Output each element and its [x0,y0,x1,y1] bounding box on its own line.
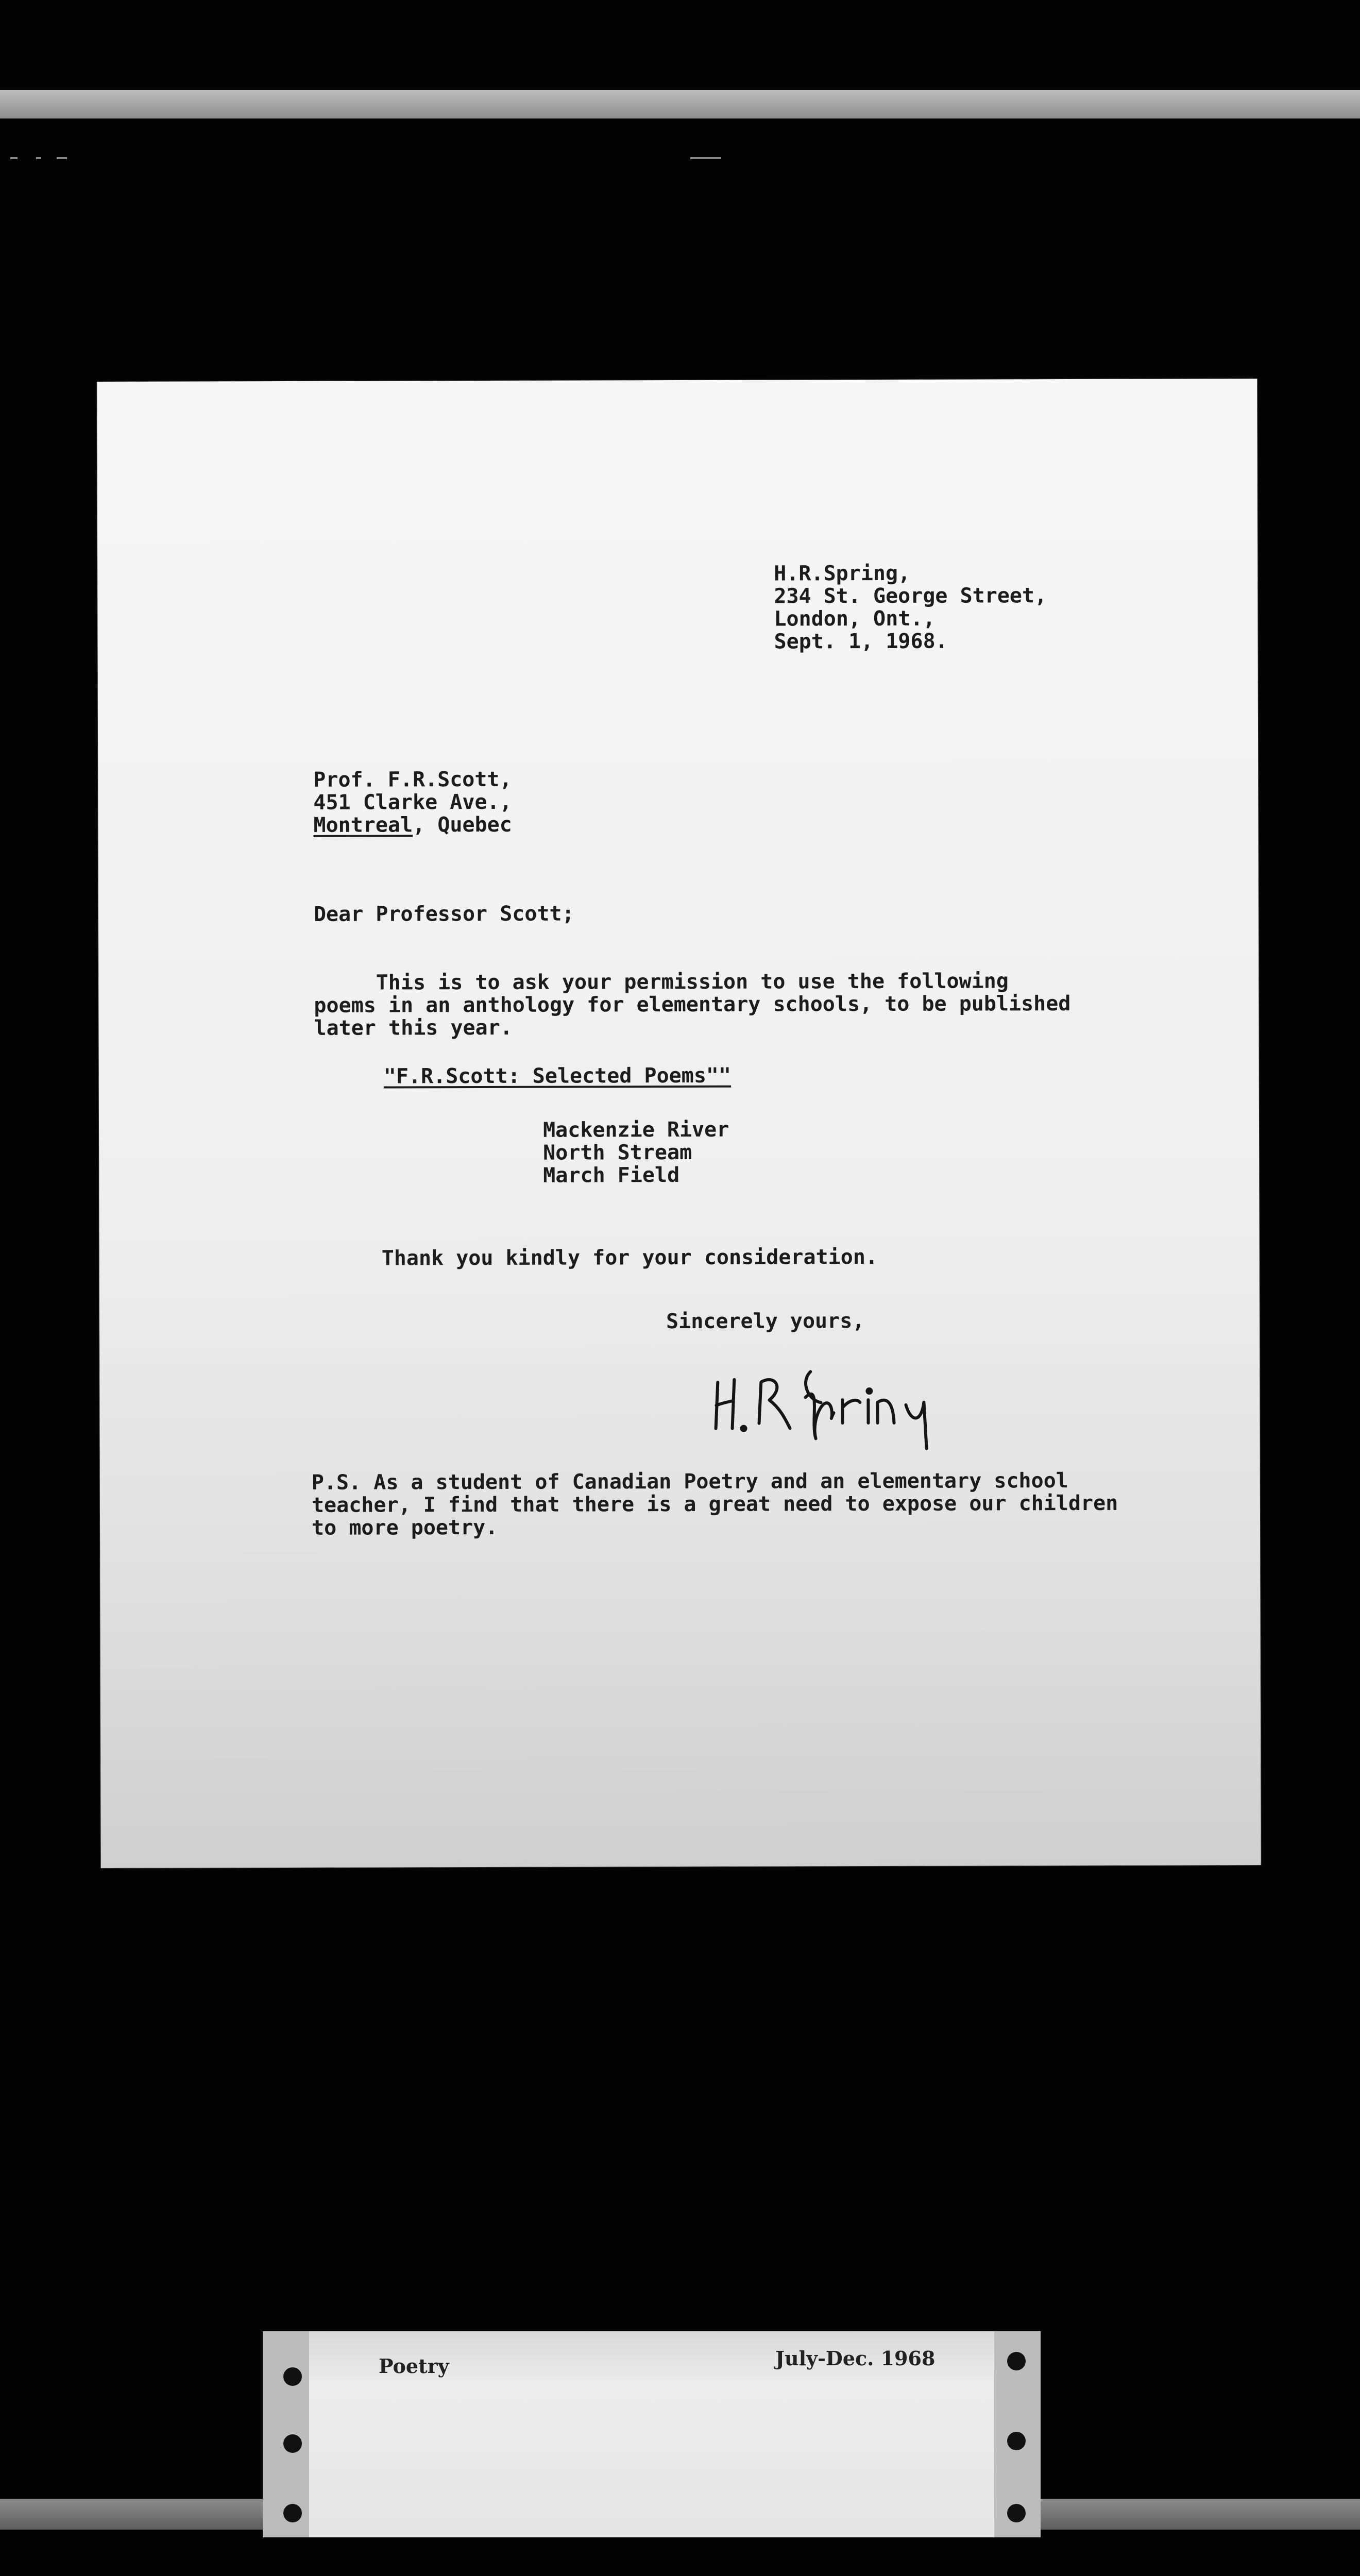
closing: Sincerely yours, [666,1309,865,1334]
letter-date: Sept. 1, 1968. [774,629,948,654]
punch-hole-icon [1007,2504,1026,2522]
punch-hole-icon [1007,2352,1026,2370]
postscript-line: P.S. As a student of Canadian Poetry and an elementary school [311,1469,1068,1495]
sender-street: 234 St. George Street, [774,584,1047,608]
body-line: later this year. [314,1015,513,1040]
recipient-street: 451 Clarke Ave., [313,790,512,815]
thanks-line: Thank you kindly for your consideration. [381,1245,878,1270]
postscript-line: teacher, I find that there is a great need to expose our children [311,1491,1118,1517]
recipient-city-line [313,814,512,837]
letter-page [97,379,1261,1868]
punch-hole-icon [283,2434,302,2453]
poem-item: Mackenzie River [542,1117,729,1142]
folder-label-card [263,2331,1041,2537]
poem-item: North Stream [543,1140,692,1165]
body-line: poems in an anthology for elementary schools, to be published [314,992,1071,1018]
film-edge-top [0,90,1360,118]
body-line: This is to ask your permission to use the following [314,969,1009,995]
poem-item: March Field [543,1163,680,1188]
film-specks [0,157,1360,162]
folder-period: July-Dec. 1968 [775,2347,936,2370]
punch-hole-icon [283,2504,302,2522]
recipient-name: Prof. F.R.Scott, [313,767,512,792]
sender-name: H.R.Spring, [774,561,911,586]
punch-hole-icon [283,2367,302,2386]
postscript-line: to more poetry. [311,1515,498,1540]
folder-subject: Poetry [379,2354,449,2378]
handwritten-signature [707,1351,945,1454]
salutation: Dear Professor Scott; [313,902,574,926]
book-title: "F.R.Scott: Selected Poems"" [383,1063,732,1089]
sender-city: London, Ont., [774,606,936,631]
punch-hole-icon [1007,2432,1026,2450]
recipient-province: , Quebec [413,812,512,837]
recipient-city: Montreal [313,813,413,837]
